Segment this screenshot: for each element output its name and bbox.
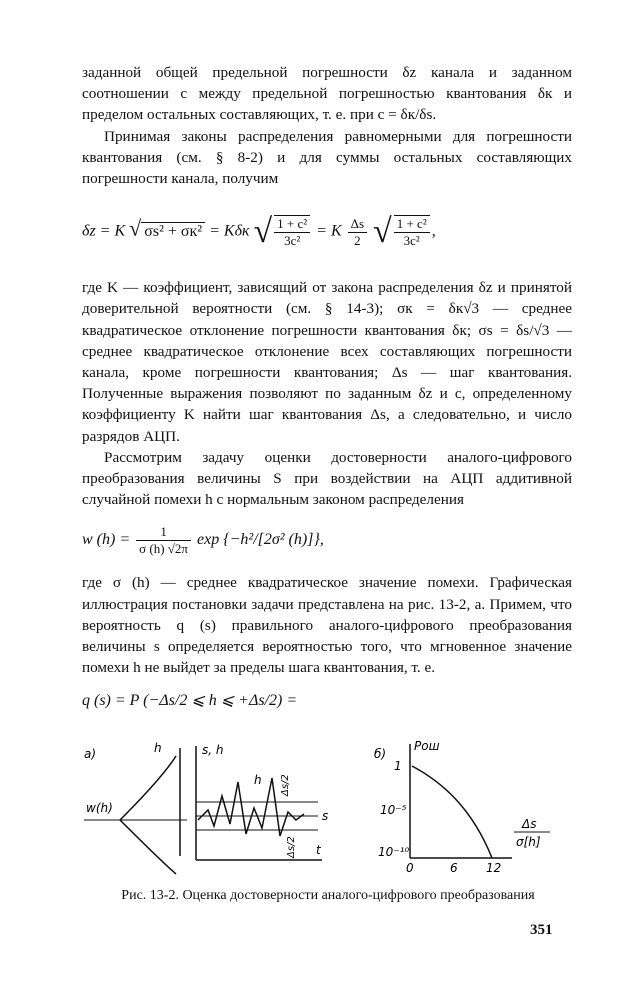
eq1-ds-den: 2	[354, 232, 361, 248]
eq1-lhs: δz = K	[82, 222, 126, 240]
eq2-rhs: exp {−h²/[2σ² (h)]},	[197, 531, 324, 549]
paragraph-2: Принимая законы распределения равномерными для погрешности квантования (см. § 8-2) и для суммы остальных составляющих погрешности канала, получим	[82, 127, 572, 188]
fig-pow-label: Pош	[414, 739, 440, 753]
fig-b-label: б)	[374, 747, 387, 761]
fig-error-probability-curve	[412, 766, 492, 858]
fig-a-label: a)	[84, 747, 97, 761]
eq2-lhs: w (h) =	[82, 531, 131, 549]
figure-svg	[82, 738, 572, 878]
fig-h-label: h	[154, 741, 162, 755]
fig-wh-label: w(h)	[86, 801, 113, 815]
fig-ds2-top: Δs/2	[280, 774, 291, 796]
page-body	[82, 62, 572, 718]
fig-y-tick-1: 10⁻⁵	[380, 803, 407, 817]
eq1-end: ,	[431, 222, 436, 240]
fig-x-axis-den: σ[h]	[516, 835, 541, 849]
fig-sh-label: s, h	[202, 743, 224, 757]
fig-h2-label: h	[254, 773, 262, 787]
fig-ds2-bot: Δs/2	[286, 836, 297, 858]
eq1-frac-den-2: 3c²	[403, 233, 420, 249]
paragraph-4: Рассмотрим задачу оценки достоверности аналого-цифрового преобразования величины S при воздействии на АЦП аддитивной случайной помехи h с нормальным законом распределения	[82, 448, 572, 509]
eq1-ds-num: Δs	[348, 216, 367, 233]
eq1-radicand: σs² + σк²	[141, 222, 205, 240]
fig-t-label: t	[316, 843, 321, 857]
paragraph-3: где K — коэффициент, зависящий от закона распределения δz и принятой доверительной вероятности (см. § 14-3); σк = δк√3 — среднее квадратическое отклонение погрешности квантования δк; σs = δs/√3 — среднее квадратическое отклонение всех составляющих погрешности канала, кроме погрешности квантования; Δs — шаг квантования. Полученные выражения позволяют по заданным δz и c, определенному коэффициенту K найти шаг квантования Δs, а следовательно, и число разрядов АЦП.	[82, 279, 572, 445]
equation-3	[82, 684, 572, 718]
fig-s-label: s	[322, 809, 329, 823]
fig-x-axis-num: Δs	[522, 817, 537, 831]
fig-y-tick-0: 1	[394, 759, 402, 773]
figure-caption: Рис. 13-2. Оценка достоверности аналого-цифрового преобразования	[121, 888, 535, 903]
page-number: 351	[530, 922, 553, 938]
equation-2	[82, 516, 572, 568]
fig-x-tick-2: 12	[486, 861, 502, 875]
eq3-text: q (s) = P (−Δs/2 ⩽ h ⩽ +Δs/2) =	[82, 692, 298, 710]
paragraph-1: заданной общей предельной погрешности δz канала и заданном соотношении c между предельной погрешностью квантования δк и пределом остальных составляющих, т. е. при c = δк/δs.	[82, 64, 572, 124]
figure-13-2	[82, 738, 572, 878]
eq2-den: σ (h) √2π	[139, 541, 188, 557]
eq1-mid2: = K	[316, 222, 342, 240]
eq2-num: 1	[136, 524, 191, 541]
fig-a-density-curve	[120, 756, 176, 874]
eq1-frac-num: 1 + c²	[274, 216, 310, 233]
fig-x-tick-0: 0	[406, 861, 414, 875]
fig-x-tick-1: 6	[450, 861, 458, 875]
fig-y-tick-2: 10⁻¹⁰	[378, 845, 410, 859]
eq1-frac-num-2: 1 + c²	[394, 216, 430, 233]
equation-1: δz = K √ σs² + σк² = Kδк √ $\frac{\text{1 + c²}}{\text{3c²}}$ = K $\frac{\Delta s}{2}$ √ $\frac{\text{1 + c²}}{\text{3c²}}$ ,	[82, 213, 436, 251]
paragraph-5: где σ (h) — среднее квадратическое значение помехи. Графическая иллюстрация постановки задачи представлена на рис. 13-2, a. Примем, что вероятность q (s) правильного аналого-цифрового преобразования величины s определяется вероятностью того, что мгновенное значение помехи h не выйдет за пределы шага квантования, т. е.	[82, 574, 572, 677]
eq1-mid: = Kδк	[209, 222, 250, 240]
eq1-frac-den: 3c²	[284, 233, 301, 249]
